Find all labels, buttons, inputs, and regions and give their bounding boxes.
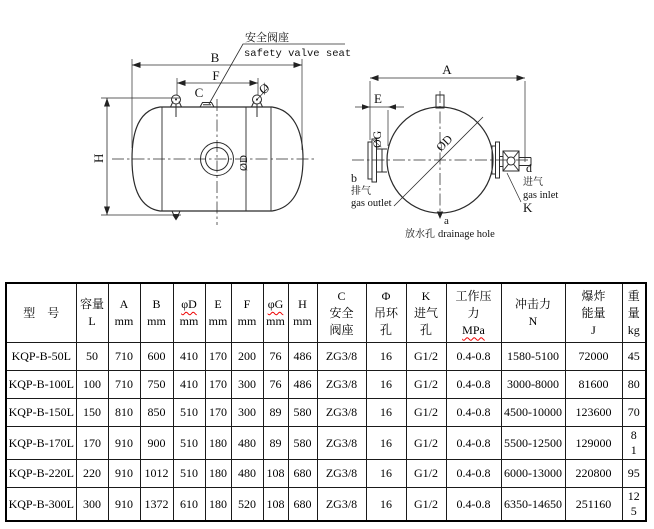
cell-line: mm (237, 314, 257, 328)
extension-lines (370, 81, 525, 162)
value-cell (622, 488, 646, 522)
value-cell: G1/2 (406, 399, 446, 427)
valve-wheel (507, 157, 515, 165)
cell-line: F (243, 297, 251, 311)
value-cell: 170 (205, 343, 231, 371)
value-cell: 510 (173, 427, 205, 460)
cell-line: mm (147, 314, 166, 328)
value-cell: 95 (622, 460, 646, 488)
value-cell: G1/2 (406, 488, 446, 522)
cell-line: 孔 (419, 322, 432, 337)
header-row (6, 283, 646, 343)
dim-label-og: ØG (370, 130, 384, 148)
value-cell: 0.4-0.8 (446, 399, 501, 427)
value-cell: 81600 (565, 371, 622, 399)
cell-line: 能量 (581, 305, 606, 320)
dim-label-a: A (442, 62, 452, 77)
cell-line: MPa (462, 322, 485, 337)
drain-label-en: drainage hole (438, 229, 495, 240)
value-cell: G1/2 (406, 427, 446, 460)
value-cell: 50 (76, 343, 108, 371)
value-cell: 6000-13000 (501, 460, 565, 488)
value-cell: 16 (366, 488, 406, 522)
port-d-label: d (526, 161, 532, 175)
col-header-11 (366, 283, 406, 343)
cell-line: 冲击力 (514, 297, 551, 311)
value-cell: 108 (263, 488, 288, 522)
value-cell: 89 (263, 427, 288, 460)
col-header-3 (108, 283, 140, 343)
cell-line: L (88, 314, 96, 328)
cell-line: 孔 (379, 322, 392, 337)
value-cell: 580 (288, 399, 317, 427)
port-b-en: gas outlet (351, 198, 392, 209)
value-cell: 16 (366, 427, 406, 460)
value-cell: 0.4-0.8 (446, 460, 501, 488)
value-cell: 170 (205, 371, 231, 399)
value-cell: 100 (76, 371, 108, 399)
drain-a-label: a (444, 215, 449, 227)
value-cell: 480 (231, 460, 263, 488)
value-cell: 850 (140, 399, 173, 427)
model-cell: KQP-B-170L (6, 427, 76, 460)
dim-label-e: E (374, 91, 382, 106)
cell-line: mm (293, 314, 312, 328)
value-cell: 180 (205, 460, 231, 488)
value-cell: 750 (140, 371, 173, 399)
drain-arrow (437, 212, 443, 220)
dim-label-od-end: ØD (433, 131, 456, 155)
model-cell: KQP-B-220L (6, 460, 76, 488)
cell-line: mm (208, 314, 228, 328)
value-cell: 486 (288, 343, 317, 371)
cell-line: E (214, 297, 222, 311)
side-view-diagram (101, 44, 345, 225)
value-cell: 180 (205, 488, 231, 522)
value-cell: 123600 (565, 399, 622, 427)
cell-line: φG (267, 297, 284, 311)
value-cell: 76 (263, 343, 288, 371)
value-cell: 16 (366, 460, 406, 488)
cell-line: 爆炸 (581, 288, 606, 303)
port-d-cn: 进气 (523, 177, 543, 188)
value-cell: 410 (173, 343, 205, 371)
cell-line: 工作压 (455, 288, 492, 303)
cell-line: φD (181, 297, 197, 311)
value-cell: 220800 (565, 460, 622, 488)
value-cell: 710 (108, 343, 140, 371)
value-cell: 76 (263, 371, 288, 399)
col-header-10 (317, 283, 366, 343)
value-cell: 580 (288, 427, 317, 460)
cell-line: 阀座 (329, 322, 354, 337)
cell-line: C (337, 288, 346, 303)
k-leader-line (507, 173, 521, 202)
table-row (6, 460, 646, 488)
table-row (6, 399, 646, 427)
value-cell: 170 (76, 427, 108, 460)
value-cell: 129000 (565, 427, 622, 460)
value-cell: 16 (366, 399, 406, 427)
value-cell: 220 (76, 460, 108, 488)
cell-line: Φ (381, 288, 391, 303)
drain-label-cn: 放水孔 (405, 229, 435, 240)
model-cell: KQP-B-150L (6, 399, 76, 427)
cell-line: 安全 (329, 305, 354, 320)
spec-table (5, 282, 647, 522)
col-header-7 (231, 283, 263, 343)
value-cell: 510 (173, 460, 205, 488)
table-row (6, 427, 646, 460)
value-cell: 910 (108, 460, 140, 488)
port-b-label: b (351, 171, 357, 185)
lifting-lug-right (252, 95, 263, 117)
value-cell: ZG3/8 (317, 460, 366, 488)
table-row (6, 343, 646, 371)
col-header-4 (140, 283, 173, 343)
cell-line: 容量 (79, 297, 104, 311)
value-cell: 1012 (140, 460, 173, 488)
col-header-1 (6, 283, 76, 343)
cell-line: kg (627, 322, 640, 337)
col-header-5 (173, 283, 205, 343)
cell-line: 量 (627, 305, 640, 320)
value-cell: 16 (366, 343, 406, 371)
value-cell: 4500-10000 (501, 399, 565, 427)
value-cell: 45 (622, 343, 646, 371)
drain-arrow (173, 215, 180, 221)
value-cell: 16 (366, 371, 406, 399)
value-cell: 680 (288, 460, 317, 488)
value-cell: 0.4-0.8 (446, 488, 501, 522)
value-cell: ZG3/8 (317, 427, 366, 460)
value-cell: 300 (76, 488, 108, 522)
col-header-15 (565, 283, 622, 343)
value-cell: 0.4-0.8 (446, 427, 501, 460)
value-cell: 0.4-0.8 (446, 371, 501, 399)
value-cell: ZG3/8 (317, 488, 366, 522)
value-cell: 910 (108, 427, 140, 460)
model-cell: KQP-B-100L (6, 371, 76, 399)
cell-line: 力 (467, 305, 480, 320)
value-cell: ZG3/8 (317, 343, 366, 371)
cell-line: 8 (630, 428, 637, 442)
value-cell: 180 (205, 427, 231, 460)
value-cell: ZG3/8 (317, 399, 366, 427)
value-cell: 1372 (140, 488, 173, 522)
cell-line: 12 (627, 489, 640, 503)
value-cell: 486 (288, 371, 317, 399)
col-header-14 (501, 283, 565, 343)
value-cell: 200 (231, 343, 263, 371)
port-d-en: gas inlet (523, 190, 559, 201)
table-row (6, 488, 646, 522)
value-cell (622, 427, 646, 460)
valve-k-label: K (523, 200, 533, 215)
col-header-6 (205, 283, 231, 343)
cell-line: 1 (630, 443, 637, 457)
value-cell: 70 (622, 399, 646, 427)
col-header-9 (288, 283, 317, 343)
value-cell: 170 (205, 399, 231, 427)
extension-lines (101, 59, 302, 215)
diameter-line (394, 117, 483, 206)
value-cell: 520 (231, 488, 263, 522)
dim-label-h: H (91, 153, 106, 163)
model-cell: KQP-B-300L (6, 488, 76, 522)
dim-label-b: B (210, 50, 220, 65)
value-cell: 72000 (565, 343, 622, 371)
col-header-12 (406, 283, 446, 343)
cell-line: 5 (630, 504, 637, 518)
col-header-2 (76, 283, 108, 343)
cell-line: N (528, 314, 538, 328)
value-cell: 251160 (565, 488, 622, 522)
value-cell: 3000-8000 (501, 371, 565, 399)
cell-line: 重 (627, 288, 640, 303)
cell-line: 型 号 (23, 305, 60, 320)
value-cell: 900 (140, 427, 173, 460)
value-cell: 480 (231, 427, 263, 460)
value-cell: 1580-5100 (501, 343, 565, 371)
dim-label-c: C (194, 85, 204, 100)
cell-line: mm (114, 314, 134, 328)
value-cell: 89 (263, 399, 288, 427)
value-cell: 680 (288, 488, 317, 522)
value-cell: 300 (231, 399, 263, 427)
value-cell: 610 (173, 488, 205, 522)
value-cell: 108 (263, 460, 288, 488)
cell-line: 进气 (413, 305, 438, 320)
value-cell: ZG3/8 (317, 371, 366, 399)
cell-line: A (119, 297, 129, 311)
value-cell: 150 (76, 399, 108, 427)
col-header-13 (446, 283, 501, 343)
value-cell: 300 (231, 371, 263, 399)
value-cell: G1/2 (406, 460, 446, 488)
safety-valve-callout-en: safety valve seat (244, 48, 352, 60)
dim-label-od-side: ØD (238, 155, 250, 171)
cell-line: K (421, 288, 431, 303)
col-header-16 (622, 283, 646, 343)
dim-label-f: F (212, 68, 220, 83)
value-cell: 810 (108, 399, 140, 427)
value-cell: 80 (622, 371, 646, 399)
value-cell: 5500-12500 (501, 427, 565, 460)
value-cell: 910 (108, 488, 140, 522)
value-cell: 410 (173, 371, 205, 399)
safety-valve-callout-cn: 安全阀座 (245, 32, 289, 44)
table-row (6, 371, 646, 399)
cell-line: J (591, 322, 596, 337)
value-cell: 510 (173, 399, 205, 427)
value-cell: 6350-14650 (501, 488, 565, 522)
cell-line: H (298, 297, 307, 311)
cell-line: 吊环 (373, 305, 398, 320)
value-cell: 710 (108, 371, 140, 399)
value-cell: G1/2 (406, 371, 446, 399)
value-cell: 600 (140, 343, 173, 371)
cell-line: B (152, 297, 161, 311)
cell-line: mm (179, 314, 199, 328)
dim-label-phi: Ø (255, 79, 273, 98)
safety-valve-seat-fitting (200, 103, 214, 108)
value-cell: 0.4-0.8 (446, 343, 501, 371)
value-cell: G1/2 (406, 343, 446, 371)
col-header-8 (263, 283, 288, 343)
model-cell: KQP-B-50L (6, 343, 76, 371)
port-b-cn: 排气 (351, 186, 371, 197)
cell-line: mm (266, 314, 285, 328)
